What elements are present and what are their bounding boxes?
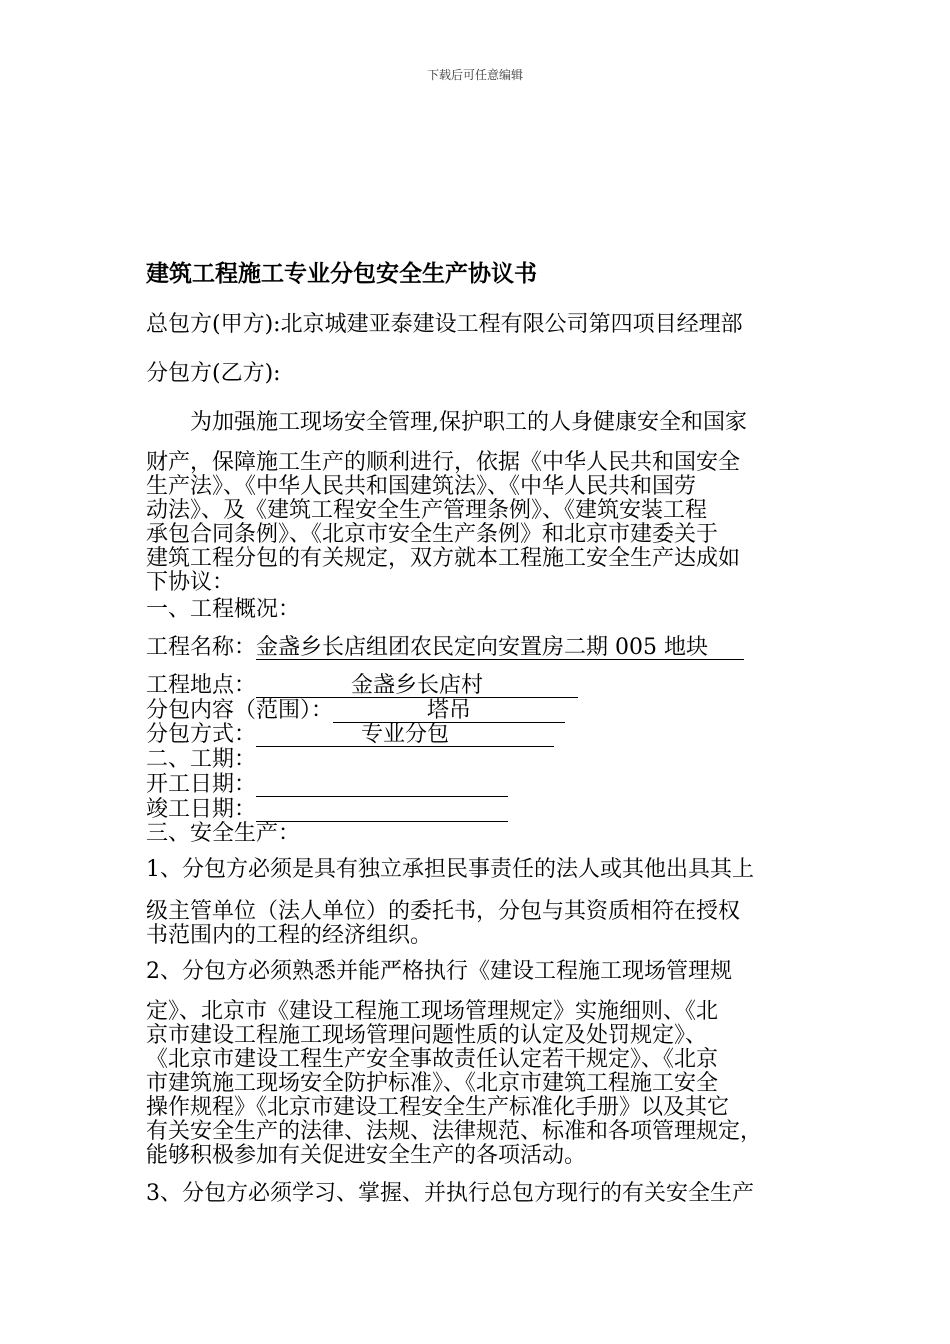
- clause-2-line: 定》、北京市《建设工程施工现场管理规定》实施细则、《北: [146, 999, 719, 1024]
- clause-2-line: 能够积极参加有关促进安全生产的各项活动。: [146, 1143, 587, 1168]
- intro-line: 为加强施工现场安全管理,保护职工的人身健康安全和国家: [190, 410, 747, 435]
- intro-line: 下协议：: [146, 570, 235, 595]
- clause-1-line: 1、分包方必须是具有独立承担民事责任的法人或其他出具其上: [146, 857, 754, 882]
- start-date-label: 开工日期：: [146, 772, 257, 797]
- end-date-row: [146, 798, 508, 822]
- start-date-row: [146, 773, 508, 797]
- party-a-line: 总包方(甲方):北京城建亚泰建设工程有限公司第四项目经理部: [146, 312, 743, 337]
- intro-line: 财产，保障施工生产的顺利进行，依据《中华人民共和国安全: [146, 450, 741, 475]
- subcontract-scope-row: [146, 699, 565, 723]
- subcontract-scope-value: 塔吊: [333, 700, 565, 723]
- start-date-blank: [256, 774, 508, 797]
- section-1-heading: 一、工程概况：: [146, 597, 301, 622]
- clause-2-line: 市建筑施工现场安全防护标准》、《北京市建筑工程施工安全: [146, 1071, 719, 1096]
- end-date-blank: [256, 799, 508, 822]
- party-b-line: 分包方(乙方):: [146, 361, 281, 386]
- project-name-row: [146, 636, 744, 660]
- clause-2-line: 《北京市建设工程生产安全事故责任认定若干规定》、《北京: [146, 1047, 719, 1072]
- project-name-label: 工程名称：: [146, 635, 257, 660]
- project-location-row: [146, 674, 578, 698]
- intro-line: 生产法》、《中华人民共和国建筑法》、《中华人民共和国劳: [146, 474, 697, 499]
- project-location-label: 工程地点：: [146, 673, 257, 698]
- project-location-value: 金盏乡长店村: [256, 675, 578, 698]
- section-3-heading: 三、安全生产：: [146, 821, 301, 846]
- clause-1-line: 书范围内的工程的经济组织。: [146, 923, 433, 948]
- subcontract-mode-label: 分包方式：: [146, 722, 257, 747]
- clause-1-line: 级主管单位（法人单位）的委托书，分包与其资质相符在授权: [146, 899, 741, 924]
- header-note: 下载后可任意编辑: [426, 68, 523, 82]
- project-name-value: 金盏乡长店组团农民定向安置房二期 005 地块: [256, 637, 744, 660]
- clause-2-line: 操作规程》《北京市建设工程安全生产标准化手册》以及其它: [146, 1095, 730, 1120]
- intro-line: 建筑工程分包的有关规定，双方就本工程施工安全生产达成如: [146, 546, 741, 571]
- subcontract-mode-value: 专业分包: [256, 724, 554, 747]
- clause-2-line: 京市建设工程施工现场管理问题性质的认定及处罚规定》、: [146, 1023, 708, 1048]
- end-date-label: 竣工日期：: [146, 797, 257, 822]
- clause-2-line: 2、分包方必须熟悉并能严格执行《建设工程施工现场管理规: [146, 959, 732, 984]
- document-title: 建筑工程施工专业分包安全生产协议书: [146, 260, 537, 287]
- subcontract-mode-row: [146, 723, 554, 747]
- subcontract-scope-label: 分包内容（范围）：: [146, 698, 334, 723]
- clause-3-line: 3、分包方必须学习、掌握、并执行总包方现行的有关安全生产: [146, 1181, 754, 1206]
- section-2-heading: 二、工期：: [146, 747, 257, 772]
- intro-line: 承包合同条例》、《北京市安全生产条例》和北京市建委关于: [146, 522, 719, 547]
- intro-line: 动法》、及《建筑工程安全生产管理条例》、《建筑安装工程: [146, 498, 708, 523]
- clause-2-line: 有关安全生产的法律、法规、法律规范、标准和各项管理规定，: [146, 1119, 763, 1144]
